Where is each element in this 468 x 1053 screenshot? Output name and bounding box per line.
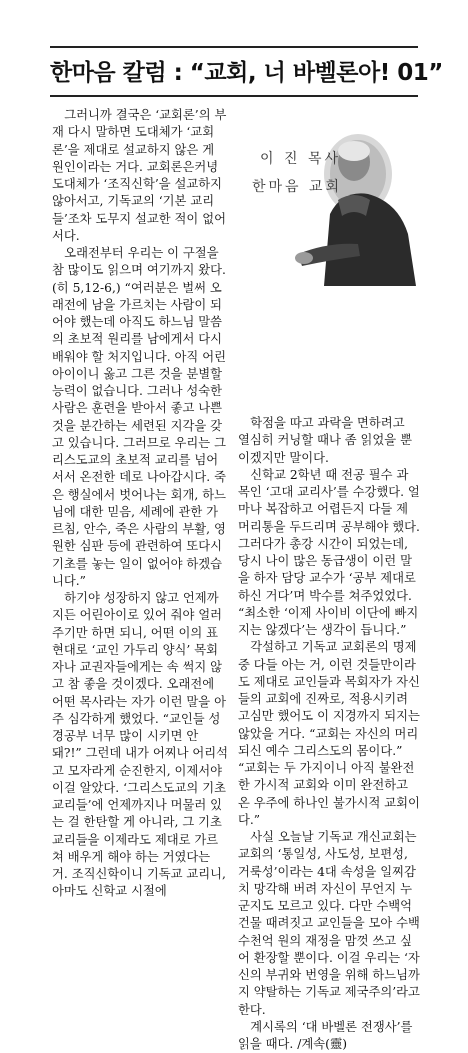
paragraph: 하기야 성장하지 않고 언제까지든 어린아이로 있어 줘야 얼러주기만 하면 되니, 어떤 이의 표현대로 ‘교인 가두리 양식’ 목회자나 교권자들에게는 속 썩지 않고 참 좋을 것이겠다. 오래전에 어떤 목사라는 자가 이런 말을 아주 심각하게 했었다. “교인들 성경공부 너무 많이 시키면 안 돼?!” 그런데 내가 어찌나 어리석고 모자라게 순진한지, 이제서야 이걸 알았다. ‘그리스도교의 기초 교리들’에 언제까지나 머물러 있는 걸 한탄할 게 아니라, 그 기초 교리들을 이제라도 제대로 가르쳐 배우게 해야 하는 거였다는 거. 조직신학이니 기독교 교리니, 아마도 신학교 시절에 [52,591,229,899]
paragraph: 학점을 따고 과락을 면하려고 열심히 커닝할 때나 좀 읽었을 뿐이겠지만 말이다. [238,416,412,465]
headline-bottom-rule [50,95,418,97]
photo-caption-church: 한마음 교회 [252,179,343,195]
paragraph: 각설하고 기독교 교회론의 명제 중 다들 아는 거, 이런 것들만이라도 제대로 교인들과 목회자가 자신들의 교회에 진짜로, 적용시키려 고심만 했어도 이 지경까지 되지는 않았을 거다. “교회는 자신의 머리되신 예수 그리스도의 몸이다.” “교회는 두 가지이니 아직 불완전한 가시적 교회와 이미 완전하고 온 우주에 하나인 불가시적 교회이다.” [238,640,420,827]
paragraph: 계시록의 ‘대 바벨론 전쟁사’를 읽을 때다. /계속(靈) [238,1019,413,1051]
left-column [52,107,228,901]
paragraph: 오래전부터 우리는 이 구절을 참 많이도 읽으며 여기까지 왔다. (히 5,12-6,) “여러분은 벌써 오래전에 남을 가르치는 사람이 되어야 했는데 아직도 하느님 말씀의 초보적 원리를 남에게서 다시 배워야 할 처지입니다. 아직 어린아이이니 옳고 그른 것을 분별할 능력이 없습니다. 그러나 성숙한 사람은 훈련을 받아서 좋고 나쁜 것을 분간하는 세련된 지각을 갖고 있습니다. 그러므로 우리는 그리스도교의 초보적 교리를 넘어서서 온전한 데로 나아갑시다. 죽은 행실에서 벗어나는 회개, 하느님에 대한 믿음, 세례에 관한 가르침, 안수, 죽은 사람의 부활, 영원한 심판 등에 관련하여 또다시 기초를 놓는 일이 없어야 하겠습니다.” [52,246,226,588]
right-column [238,415,420,1053]
paragraph: 그러니까 결국은 ‘교회론’의 부재 다시 말하면 도대체가 ‘교회론’을 제대로 설교하지 않은 게 원인이라는 거다. 교회론은커녕 도대체가 ‘조직신학’을 설교하지 않아서고, 기독교의 ‘기본 교리들’조차 도무지 설교한 적이 없어서다. [52,108,227,243]
headline: 한마음 칼럼 : “교회, 너 바벨론아! 01” [50,60,443,86]
paragraph: 사실 오늘날 기독교 개신교회는 교회의 ‘통일성, 사도성, 보편성, 거룩성’이라는 4대 속성을 일찌감치 망각해 버려 자신이 무언지 누군지도 모르고 있다. 다만 수백억 건물 때려짓고 교인들을 모아 수백 수천억 원의 재정을 맘껏 쓰고 싶어 환장할 뿐이다. 이걸 우리는 ‘자신의 부귀와 번영을 위해 하느님까지 약탈하는 기독교 제국주의’라고 한다. [238,830,420,1017]
paragraph: 신학교 2학년 때 전공 필수 과목인 ‘고대 교리사’를 수강했다. 얼마나 복잡하고 어렵든지 다들 제 머리통을 두드리며 공부해야 했다. 그러다가 총강 시간이 되었는데, 당시 나이 많은 동급생이 이런 말을 하자 담당 교수가 ‘공부 제대로 하신 거다’며 박수를 쳐주었었다. “최소한 ‘이제 사이비 이단에 빠지지는 않겠다’는 생각이 듭니다.” [238,467,420,637]
photo-caption-name: 이 진 목사 [260,151,341,167]
headline-top-rule [50,46,418,48]
